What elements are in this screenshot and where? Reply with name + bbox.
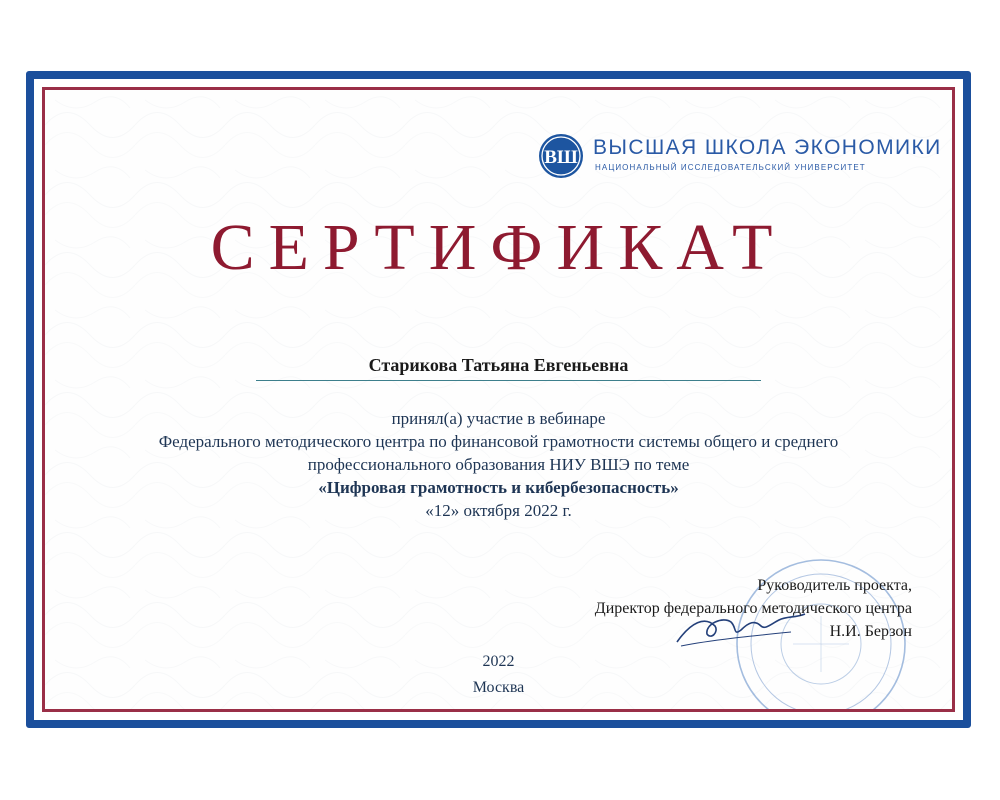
signatory-block <box>595 574 912 643</box>
certificate-body <box>45 407 952 522</box>
signatory-role-2: Директор федерального методического центра <box>594 600 912 617</box>
certificate-title: СЕРТИФИКАТ <box>210 211 787 284</box>
issue-year: 2022 <box>482 653 515 670</box>
hse-emblem-icon <box>539 134 583 178</box>
webinar-date: «12» октября 2022 г. <box>425 501 572 520</box>
signatory-name: Н.И. Берзон <box>829 623 912 640</box>
logo-title: ВЫСШАЯ ШКОЛА ЭКОНОМИКИ <box>593 136 942 159</box>
logo-subtitle: НАЦИОНАЛЬНЫЙ ИССЛЕДОВАТЕЛЬСКИЙ УНИВЕРСИТЕТ <box>595 163 866 172</box>
webinar-topic: «Цифровая грамотность и кибербезопасность» <box>318 478 679 497</box>
issue-city: Москва <box>472 679 525 696</box>
recipient-name: Старикова Татьяна Евгеньевна <box>368 355 629 375</box>
hse-logo <box>539 134 942 184</box>
participation-text: принял(а) участие в вебинаре <box>391 409 606 428</box>
signatory-role-1: Руководитель проекта, <box>757 577 912 594</box>
name-underline <box>256 380 761 381</box>
certificate-inner-frame <box>42 87 955 712</box>
certificate-outer-frame <box>26 71 971 728</box>
organizer-line-1: Федерального методического центра по финансовой грамотности системы общего и среднего <box>158 432 839 451</box>
organizer-line-2: профессионального образования НИУ ВШЭ по теме <box>307 455 690 474</box>
hse-emblem-letters: ВШ <box>544 147 578 168</box>
